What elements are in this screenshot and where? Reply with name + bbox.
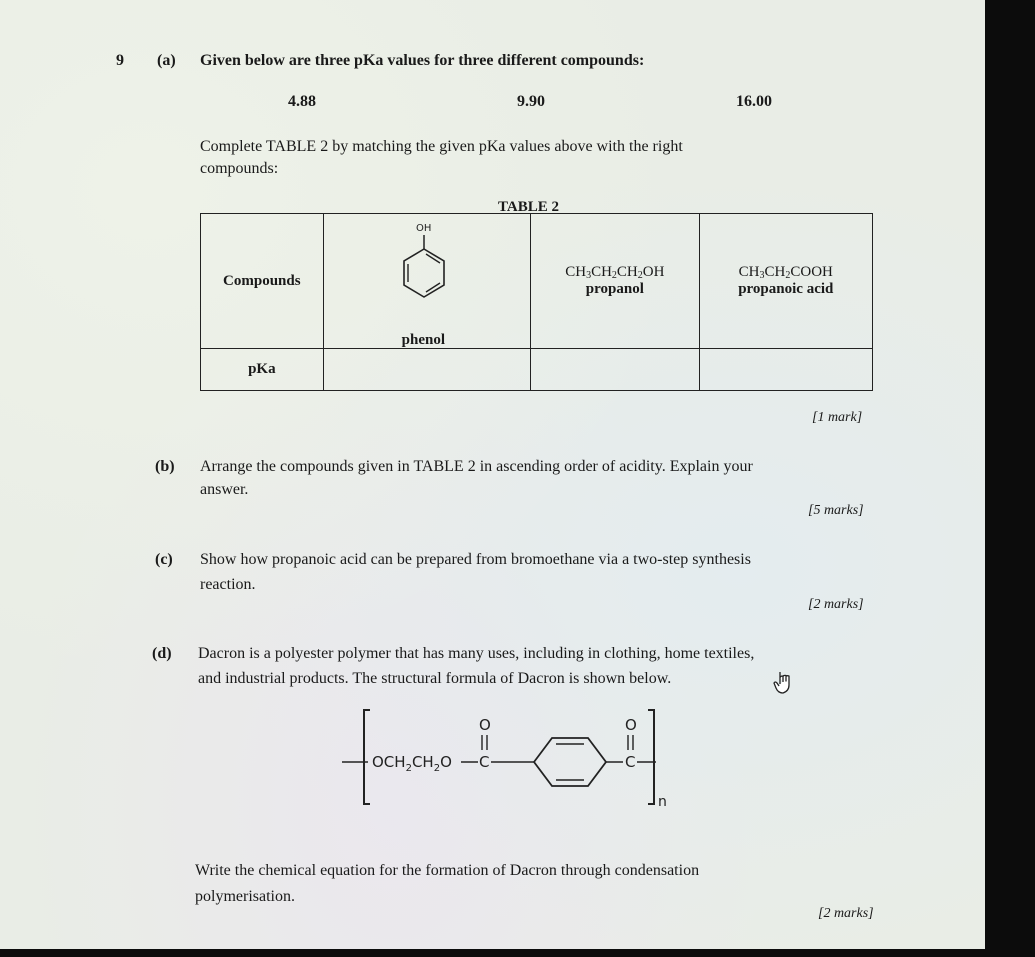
dacron-carbonyl-1: C bbox=[479, 753, 490, 771]
phenol-cell bbox=[323, 214, 530, 349]
part-b-label: (b) bbox=[155, 458, 175, 475]
propanoic-acid-formula: $CH_3CH_2COOH$ bbox=[738, 264, 833, 281]
dacron-carbonyl-2: C bbox=[625, 753, 636, 771]
pka-value-3: 16.00 bbox=[736, 93, 772, 110]
pka-value-1: 4.88 bbox=[288, 93, 316, 110]
table-2 bbox=[200, 213, 873, 391]
dacron-structure bbox=[338, 700, 698, 820]
compounds-header: Compounds bbox=[201, 214, 324, 349]
pka-answer-phenol[interactable] bbox=[323, 349, 530, 391]
pka-answer-propanol[interactable] bbox=[531, 349, 699, 391]
dacron-subscript-n: n bbox=[658, 794, 667, 810]
pka-answer-propanoic-acid[interactable] bbox=[699, 349, 872, 391]
part-a-intro: Given below are three pKa values for three different compounds: bbox=[200, 52, 645, 69]
part-c-text-line2: reaction. bbox=[200, 576, 256, 593]
part-d-text2-line2: polymerisation. bbox=[195, 888, 295, 905]
dacron-oxygen-2: O bbox=[625, 716, 637, 734]
part-a-label: (a) bbox=[157, 52, 176, 69]
propanoic-acid-cell bbox=[699, 214, 872, 349]
pka-header: pKa bbox=[201, 349, 324, 391]
part-d-label: (d) bbox=[152, 645, 172, 662]
part-a-marks: [1 mark] bbox=[812, 410, 863, 425]
part-b-text-line2: answer. bbox=[200, 481, 249, 498]
part-d-text-line1: Dacron is a polyester polymer that has many uses, including in clothing, home textiles, bbox=[198, 645, 755, 662]
part-d-text-line2: and industrial products. The structural formula of Dacron is shown below. bbox=[198, 670, 672, 687]
part-d-text2-line1: Write the chemical equation for the formation of Dacron through condensation bbox=[195, 862, 700, 879]
part-a-instruction-line1: Complete TABLE 2 by matching the given pKa values above with the right bbox=[200, 138, 683, 155]
part-c-marks: [2 marks] bbox=[808, 597, 864, 612]
part-b-text-line1: Arrange the compounds given in TABLE 2 in ascending order of acidity. Explain your bbox=[200, 458, 753, 475]
dacron-left-group: $OCH_2CH_2O$ bbox=[372, 753, 452, 774]
part-b-marks: [5 marks] bbox=[808, 503, 864, 518]
part-a-instruction-line2: compounds: bbox=[200, 160, 279, 177]
phenol-oh-label: OH bbox=[415, 223, 432, 234]
question-number: 9 bbox=[116, 52, 124, 69]
table-title: TABLE 2 bbox=[498, 199, 559, 215]
hand-cursor-icon bbox=[773, 670, 795, 696]
pka-value-2: 9.90 bbox=[517, 93, 545, 110]
part-d-marks: [2 marks] bbox=[818, 906, 874, 921]
dacron-oxygen-1: O bbox=[479, 716, 491, 734]
part-c-text-line1: Show how propanoic acid can be prepared from bromoethane via a two-step synthesis bbox=[200, 551, 751, 568]
phenol-name: phenol bbox=[401, 332, 446, 348]
propanoic-acid-name: propanoic acid bbox=[738, 281, 834, 297]
propanol-formula: $CH_3CH_2CH_2OH$ bbox=[565, 264, 665, 281]
propanol-name: propanol bbox=[585, 281, 644, 297]
part-c-label: (c) bbox=[155, 551, 173, 568]
phenol-structure-icon bbox=[394, 220, 454, 310]
propanol-cell bbox=[531, 214, 699, 349]
